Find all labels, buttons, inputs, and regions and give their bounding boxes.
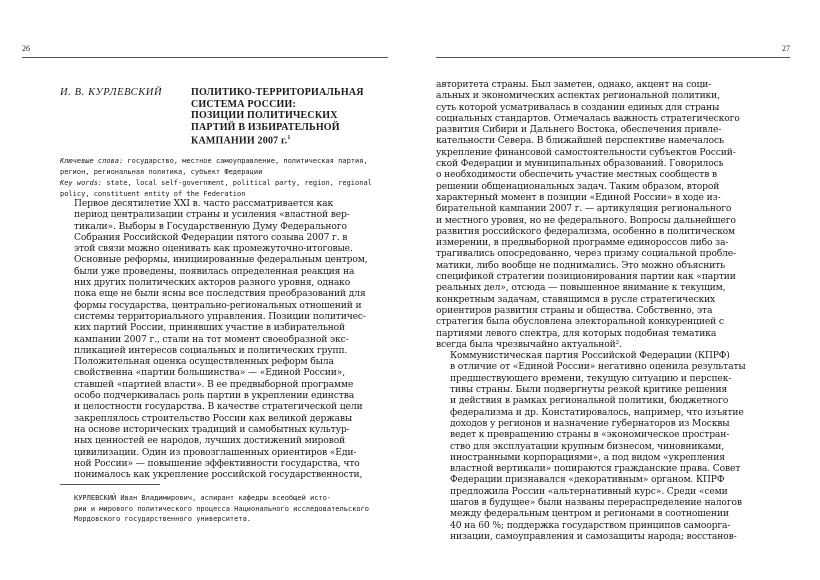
title-line: ПОЗИЦИИ ПОЛИТИЧЕСКИХ xyxy=(191,110,338,121)
article-title xyxy=(191,87,401,147)
text-line: и местного уровня, но не федерального. Вопросы дальнейшего xyxy=(436,214,736,226)
body-text-right xyxy=(436,79,790,542)
text-line: иностранными корпорациями», а под видом «укрепления xyxy=(450,451,725,463)
footnote-line: КУРЛЕВСКИЙ Иван Владимирович, аспирант кафедры всеобщей исто- xyxy=(74,494,332,502)
text-line: спецификой стратегии позиционирования партии как «партии xyxy=(436,271,736,283)
page-number-left: 26 xyxy=(22,44,30,53)
text-line: ких партий России, принявших участие в избирательной xyxy=(74,322,346,334)
right-page xyxy=(410,0,820,580)
text-line: развития Сибири и Дальнего Востока, обеспечения привле- xyxy=(436,124,722,136)
text-line: партиями левого спектра, для которых подобная тематика xyxy=(436,327,717,339)
text-line: ство для эксплуатации крупным бизнесом, чиновниками, xyxy=(450,440,725,452)
paragraph xyxy=(60,198,396,356)
text-line: характерный момент в позиции «Единой России» в ходе из- xyxy=(436,191,721,203)
title-line: ПАРТИЙ В ИЗБИРАТЕЛЬНОЙ xyxy=(191,121,340,133)
text-line: укрепление финансовой самостоятельности субъектов Россий- xyxy=(436,146,736,158)
text-line: кампании 2007 г., стали на тот момент своеобразной экс- xyxy=(74,333,349,345)
text-line: ведет к превращению страны в «экономическое простран- xyxy=(450,429,730,441)
text-line: доходов у регионов и назначение губернаторов из Москвы xyxy=(450,417,730,429)
text-line: формы государства, центрально-региональных отношений и xyxy=(74,299,362,311)
text-line: Собрания Российской Федерации пятого созыва 2007 г. в xyxy=(74,231,348,243)
text-line: решении общенациональных задач. Таким образом, второй xyxy=(436,180,720,192)
header-rule-right xyxy=(436,57,790,58)
page-number-right: 27 xyxy=(782,44,790,53)
keywords-ru-label: Ключевые слова: xyxy=(60,157,124,165)
text-line: суть которой усматривалась в создании единых для страны xyxy=(436,101,720,113)
text-line: Федерации признавался «декоративным» органом. КПРФ xyxy=(450,474,725,486)
text-line: федерализма и др. Констатировалось, например, что изъятие xyxy=(450,406,744,418)
text-line: трагивались опосредованно, через призму социальной пробле- xyxy=(436,248,737,260)
text-line: между федеральным центром и регионами в соотношении xyxy=(450,508,729,520)
text-line: о необходимости обеспечить участие местных сообществ в xyxy=(436,169,718,181)
title-line xyxy=(191,133,401,147)
text-line: пликацией интересов социальных и политических групп. xyxy=(74,344,348,356)
text-line: конкретным задачам, ставящимся в русле стратегических xyxy=(436,293,716,305)
title-line: СИСТЕМА РОССИИ: xyxy=(191,98,297,110)
footnote-line: рии и мирового политического процесса Национального исследовательского xyxy=(74,504,370,513)
text-line: реальных дел», отсюда — повышенное внимание к текущим, xyxy=(436,282,726,294)
text-line: низации, самоуправления и самозащиты народа; восстанов- xyxy=(450,530,737,542)
text-line: и действия в рамках региональной политики, бюджетного xyxy=(450,395,729,407)
text-line: и целостности государства. В качестве стратегической цели xyxy=(74,401,363,413)
text-line: Основные реформы, инициированные федеральным центром, xyxy=(74,254,368,266)
header-rule-left xyxy=(22,57,388,58)
text-line: тивы страны. Были подвергнуты резкой критике решения xyxy=(450,384,728,396)
text-line: них других политических акторов разного уровня, однако xyxy=(74,277,351,289)
text-line: социальных стандартов. Отмечалась важность стратегического xyxy=(436,112,740,124)
title-footnote-mark: 1 xyxy=(287,135,291,141)
keywords-ru-text: государство, местное самоуправление, политическая партия, регион, региональная политика, субъект Федерации xyxy=(60,157,368,176)
text-line: этой связи можно оценивать как промежуточно-итоговые. xyxy=(74,243,353,255)
keywords-en-label: Key words: xyxy=(60,179,103,187)
text-line: свойственна «партии большинства» — «Единой России», xyxy=(74,367,345,379)
text-line: особо подчеркивалась роль партии в укреплении единства xyxy=(74,390,355,402)
keywords-block xyxy=(60,156,396,200)
text-line: ной России» — повышение эффективности государства, что xyxy=(74,457,360,469)
paragraph xyxy=(436,79,790,350)
paragraph xyxy=(60,356,396,480)
text-line: кательности Севера. В ближайшей перспективе намечалось xyxy=(436,135,724,147)
text-line: ской Федерации и муниципальных образований. Говорилось xyxy=(436,158,724,170)
text-line: цивилизации. Один из провозглашенных ориентиров «Еди- xyxy=(74,446,357,458)
text-line: шагов в будущее» были названы перераспределение налогов xyxy=(450,496,742,508)
text-line: всегда была чрезвычайно актуальной². xyxy=(436,338,622,350)
text-line: были уже проведены, появилась определенная реакция на xyxy=(74,265,355,277)
text-line: на основе исторических традиций и самобытных культур- xyxy=(74,423,350,435)
text-line: период централизации страны и усиления «властной вер- xyxy=(74,209,350,221)
text-line: альных и экономических аспектах региональной политики, xyxy=(436,90,720,102)
text-line: развития российского федерализма, особенно в политическом xyxy=(436,225,736,237)
text-line: закреплялось строительство России как великой державы xyxy=(74,412,353,424)
text-line: тикали». Выборы в Государственную Думу Федерального xyxy=(74,220,347,232)
keywords-en-text: state, local self-government, political party, region, regional policy, constituent entity of the Federation xyxy=(60,179,372,198)
keywords-ru xyxy=(60,156,396,178)
author-footnote xyxy=(60,493,400,525)
text-line: понималось как укрепление российской государственности, xyxy=(74,469,363,481)
text-line: Первое десятилетие XXI в. часто рассматривается как xyxy=(74,198,334,209)
text-line: предшествующего времени, текущую ситуацию и перспек- xyxy=(450,372,732,384)
paragraph xyxy=(436,350,790,542)
text-line: ных ценностей ее народов, лучших достижений мировой xyxy=(74,435,346,447)
title-line: ПОЛИТИКО-ТЕРРИТОРИАЛЬНАЯ xyxy=(191,87,364,98)
text-line: властной вертикали» попираются гражданские права. Совет xyxy=(450,463,741,475)
text-line: ставшей «партией власти». В ее предвыборной программе xyxy=(74,378,354,390)
text-line: измерении, в предвыборной программе единороссов либо за- xyxy=(436,237,729,249)
text-line: 40 на 60 %; поддержка государством принципов самоорга- xyxy=(450,519,731,531)
text-line: в отличие от «Единой России» негативно оценила результаты xyxy=(450,361,746,373)
text-line: стратегия была обусловлена электоральной конкуренцией с xyxy=(436,316,724,328)
text-line: системы территориального управления. Позиции политичес- xyxy=(74,310,366,322)
text-line: бирательной кампании 2007 г. — артикуляция регионального xyxy=(436,203,732,215)
text-line: Положительная оценка осуществленных реформ была xyxy=(74,356,334,368)
text-line: ориентиров развития страны и общества. Собственно, эта xyxy=(436,304,713,316)
text-line: матики, либо вообще не поднимались. Это можно объяснить xyxy=(436,259,725,271)
footnote-line: Мордовского государственного университета. xyxy=(74,515,252,523)
author-name: И. В. КУРЛЕВСКИЙ xyxy=(60,87,163,98)
text-line: авторитета страны. Был заметен, однако, акцент на соци- xyxy=(436,79,712,90)
footnote-rule xyxy=(60,484,160,485)
title-line-text: КАМПАНИИ 2007 г. xyxy=(191,135,288,147)
text-line: предложила России «альтернативный курс». Среди «семи xyxy=(450,485,728,497)
body-text-left xyxy=(60,198,396,480)
text-line: пока еще не были ясны все последствия преобразований для xyxy=(74,288,366,300)
keywords-en xyxy=(60,178,396,200)
text-line: Коммунистическая партия Российской Федерации (КПРФ) xyxy=(450,350,730,362)
